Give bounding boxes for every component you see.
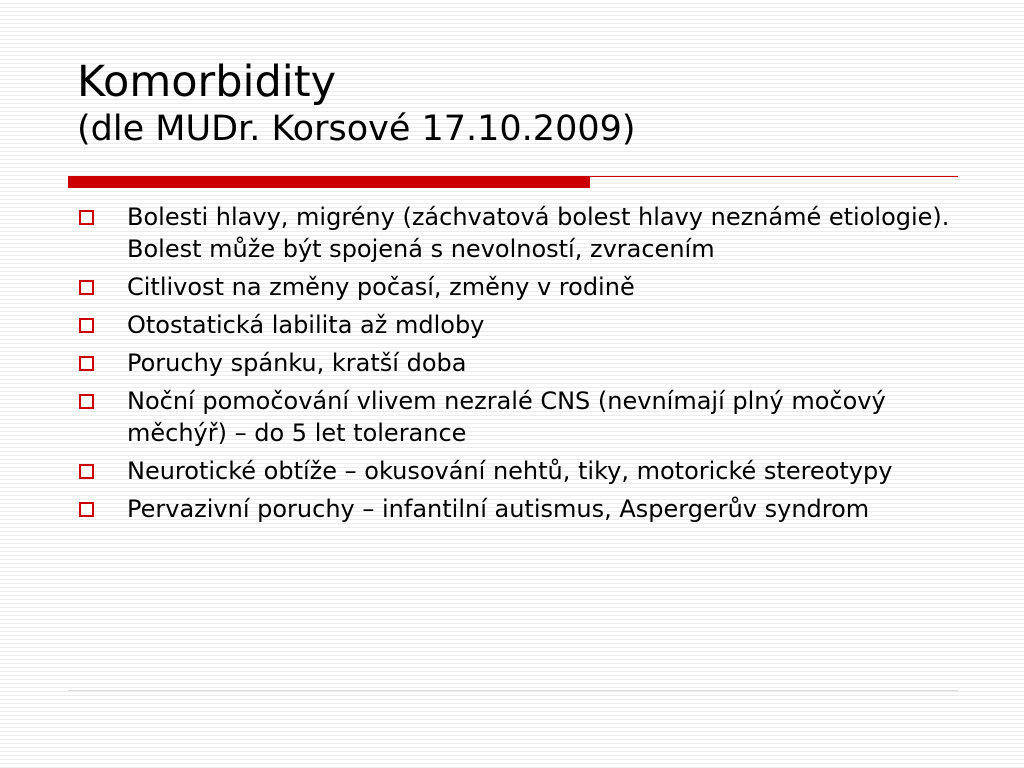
- bullet-item: [76, 385, 966, 449]
- title-rule-thin: [590, 176, 958, 177]
- slide-title: Komorbidity: [77, 57, 337, 107]
- footer-divider: [68, 690, 958, 691]
- bullet-item: [76, 455, 966, 487]
- bullet-item: [76, 201, 966, 265]
- hollow-square-bullet-icon: [79, 394, 94, 409]
- bullet-text: Poruchy spánku, kratší doba: [127, 349, 467, 377]
- hollow-square-bullet-icon: [79, 318, 94, 333]
- bullet-item: [76, 493, 966, 525]
- bullet-list: [76, 201, 966, 531]
- hollow-square-bullet-icon: [79, 210, 94, 225]
- hollow-square-bullet-icon: [79, 280, 94, 295]
- bullet-item: [76, 347, 966, 379]
- hollow-square-bullet-icon: [79, 502, 94, 517]
- bullet-text: Pervazivní poruchy – infantilní autismus, Aspergerův syndrom: [127, 495, 870, 523]
- hollow-square-bullet-icon: [79, 464, 94, 479]
- title-block: [77, 56, 957, 150]
- slide-subtitle: (dle MUDr. Korsové 17.10.2009): [77, 109, 636, 149]
- bullet-item: [76, 309, 966, 341]
- title-rule-thick: [68, 176, 590, 188]
- bullet-text: Otostatická labilita až mdloby: [127, 311, 485, 339]
- bullet-text: Neurotické obtíže – okusování nehtů, tiky, motorické stereotypy: [127, 457, 893, 485]
- bullet-text: Citlivost na změny počasí, změny v rodině: [127, 273, 635, 301]
- bullet-text: Bolesti hlavy, migrény (záchvatová bolest hlavy neznámé etiologie). Bolest může být spojená s nevolností, zvracením: [127, 203, 950, 263]
- bullet-text: Noční pomočování vlivem nezralé CNS (nevnímají plný močový měchýř) – do 5 let tolerance: [127, 387, 886, 447]
- bullet-item: [76, 271, 966, 303]
- hollow-square-bullet-icon: [79, 356, 94, 371]
